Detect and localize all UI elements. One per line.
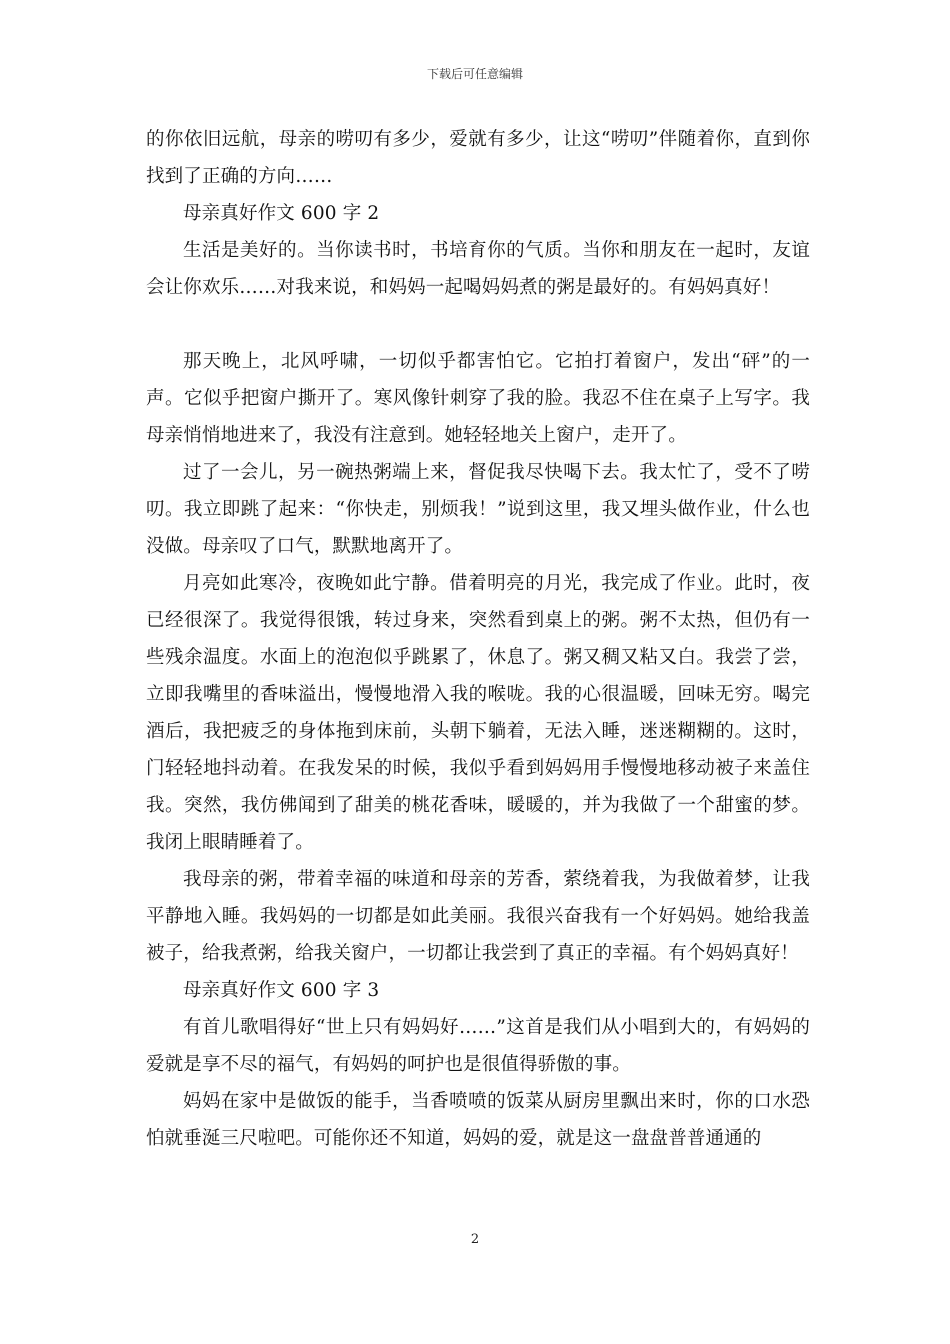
paragraph: 生活是美好的。当你读书时，书培育你的气质。当你和朋友在一起时，友谊会让你欢乐……对我来说，和妈妈一起喝妈妈煮的粥是最好的。有妈妈真好！	[146, 240, 810, 298]
paragraph: 的你依旧远航，母亲的唠叨有多少，爱就有多少，让这“唠叨”伴随着你，直到你找到了正确的方向……	[146, 129, 810, 187]
paragraph: 妈妈在家中是做饭的能手，当香喷喷的饭菜从厨房里飘出来时，你的口水恐怕就垂涎三尺啦吧。可能你还不知道，妈妈的爱，就是这一盘盘普普通通的	[146, 1091, 810, 1149]
section-heading: 母亲真好作文 600 字 3	[183, 980, 380, 1001]
page-number: 2	[470, 1232, 480, 1247]
paragraph: 过了一会儿，另一碗热粥端上来，督促我尽快喝下去。我太忙了，受不了唠叨。我立即跳了起来：“你快走，别烦我！”说到这里，我又埋头做作业，什么也没做。母亲叹了口气，默默地离开了。	[146, 462, 810, 557]
document-body	[146, 121, 810, 1157]
section-heading: 母亲真好作文 600 字 2	[183, 203, 380, 224]
paragraph: 有首儿歌唱得好“世上只有妈妈好……”这首是我们从小唱到大的，有妈妈的爱就是享不尽的福气，有妈妈的呵护也是很值得骄傲的事。	[146, 1017, 810, 1075]
paragraph: 那天晚上，北风呼啸，一切似乎都害怕它。它拍打着窗户，发出“砰”的一声。它似乎把窗户撕开了。寒风像针刺穿了我的脸。我忍不住在桌子上写字。我母亲悄悄地进来了，我没有注意到。她轻轻地关上窗户，走开了。	[146, 351, 810, 446]
page-header: 下载后可任意编辑	[426, 67, 523, 81]
blank-line	[146, 306, 810, 343]
paragraph: 我母亲的粥，带着幸福的味道和母亲的芳香，萦绕着我，为我做着梦，让我平静地入睡。我妈妈的一切都是如此美丽。我很兴奋我有一个好妈妈。她给我盖被子，给我煮粥，给我关窗户，一切都让我尝到了真正的幸福。有个妈妈真好！	[146, 869, 810, 964]
paragraph: 月亮如此寒冷，夜晚如此宁静。借着明亮的月光，我完成了作业。此时，夜已经很深了。我觉得很饿，转过身来，突然看到桌上的粥。粥不太热，但仍有一些残余温度。水面上的泡泡似乎跳累了，休息了。粥又稠又粘又白。我尝了尝，立即我嘴里的香味溢出，慢慢地滑入我的喉咙。我的心很温暖，回味无穷。喝完酒后，我把疲乏的身体拖到床前，头朝下躺着，无法入睡，迷迷糊糊的。这时，门轻轻地抖动着。在我发呆的时候，我似乎看到妈妈用手慢慢地移动被子来盖住我。突然，我仿佛闻到了甜美的桃花香味，暖暖的，并为我做了一个甜蜜的梦。我闭上眼睛睡着了。	[146, 573, 810, 853]
